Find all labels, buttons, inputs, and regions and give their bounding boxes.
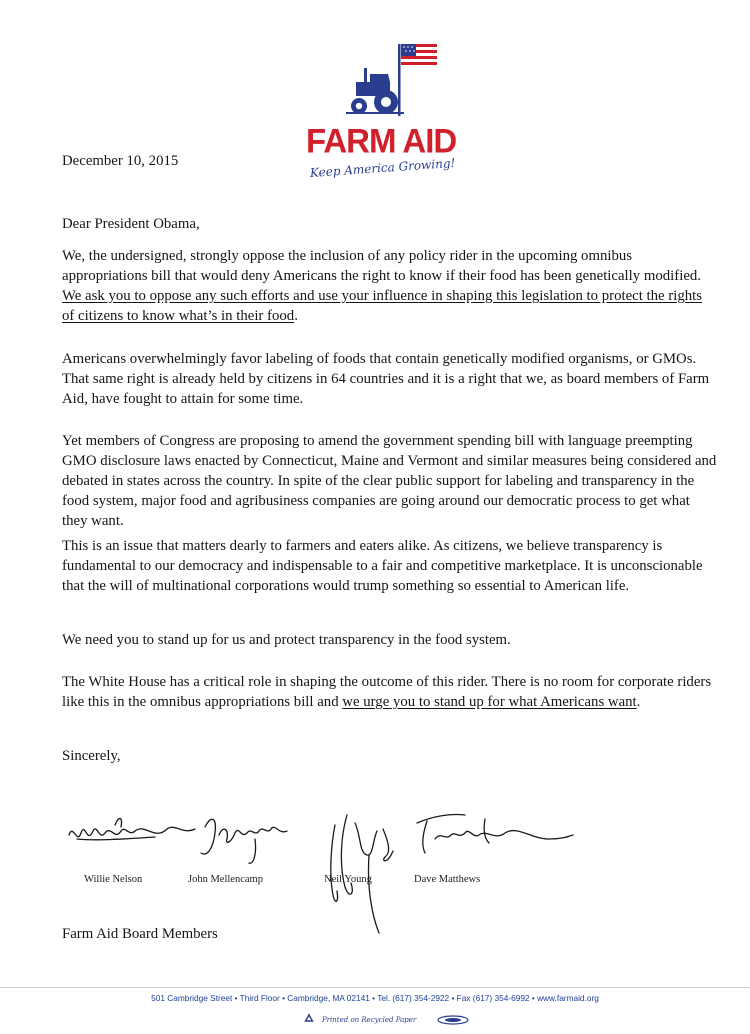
letter-date: December 10, 2015	[62, 153, 179, 169]
farm-aid-logo	[298, 38, 488, 180]
signatures-image	[55, 795, 575, 945]
recycle-icon	[302, 1013, 316, 1027]
recycled-text: Printed on Recycled Paper	[322, 1016, 417, 1024]
signatory-name: Neil Young	[324, 874, 372, 885]
paragraph-2: Americans overwhelmingly favor labeling of foods that contain genetically modified organisms, or GMOs. That same right is already held by citizens in 64 countries and it is a right that we, as board members of Farm Aid, have fought to attain for some time.	[62, 351, 710, 407]
paragraph-4: This is an issue that matters dearly to farmers and eaters alike. As citizens, we believe transparency is fundamental to our democracy and indispensable to a fair and competitive marketplace. It is unconscionable that the will of multinational corporations would trump something so essential to American life.	[62, 538, 703, 594]
logo-wordmark: FARM AID	[306, 121, 457, 160]
board-members-label: Farm Aid Board Members	[62, 926, 218, 942]
paragraph-1	[62, 246, 712, 326]
paragraph-6-text: The White House has a critical role in shaping the outcome of this rider. There is no room for corporate riders like this in the omnibus appropriations bill and	[62, 674, 712, 710]
paragraph-6	[62, 672, 717, 712]
paragraph-6-end: .	[636, 694, 641, 710]
footer-address: 501 Cambridge Street • Third Floor • Cambridge, MA 02141 • Tel. (617) 354-2922 • Fax (617) 354-6992 • www.farmaid.org	[151, 993, 599, 1003]
paragraph-1-underlined: We ask you to oppose any such efforts and use your influence in shaping this legislation to protect the rights of citizens to know what’s in their food	[62, 288, 703, 324]
footer-recycled	[302, 1013, 470, 1027]
salutation: Dear President Obama,	[62, 216, 200, 232]
signatory-name: Willie Nelson	[84, 874, 143, 885]
closing: Sincerely,	[62, 748, 121, 764]
signatory-name: Dave Matthews	[414, 874, 481, 885]
signatory-name: John Mellencamp	[188, 874, 263, 885]
union-bug-icon	[436, 1015, 470, 1025]
paragraph-3: Yet members of Congress are proposing to amend the government spending bill with language preempting GMO disclosure laws enacted by Connecticut, Maine and Vermont and similar measures being considered and debated in states across the country. In spite of the clear public support for labeling and transparency in the food system, major food and agribusiness companies are going around our democratic process to get what they want.	[62, 433, 717, 529]
paragraph-6-underlined: we urge you to stand up for what Americans want	[342, 694, 637, 710]
footer-divider	[0, 987, 750, 988]
paragraph-5: We need you to stand up for us and protect transparency in the food system.	[62, 632, 511, 648]
paragraph-1-end: .	[294, 308, 298, 324]
logo-tagline: Keep America Growing!	[309, 155, 456, 180]
paragraph-1-text: We, the undersigned, strongly oppose the inclusion of any policy rider in the upcoming omnibus appropriations bill that would deny Americans the right to know if their food has been genetically modified.	[62, 248, 701, 284]
